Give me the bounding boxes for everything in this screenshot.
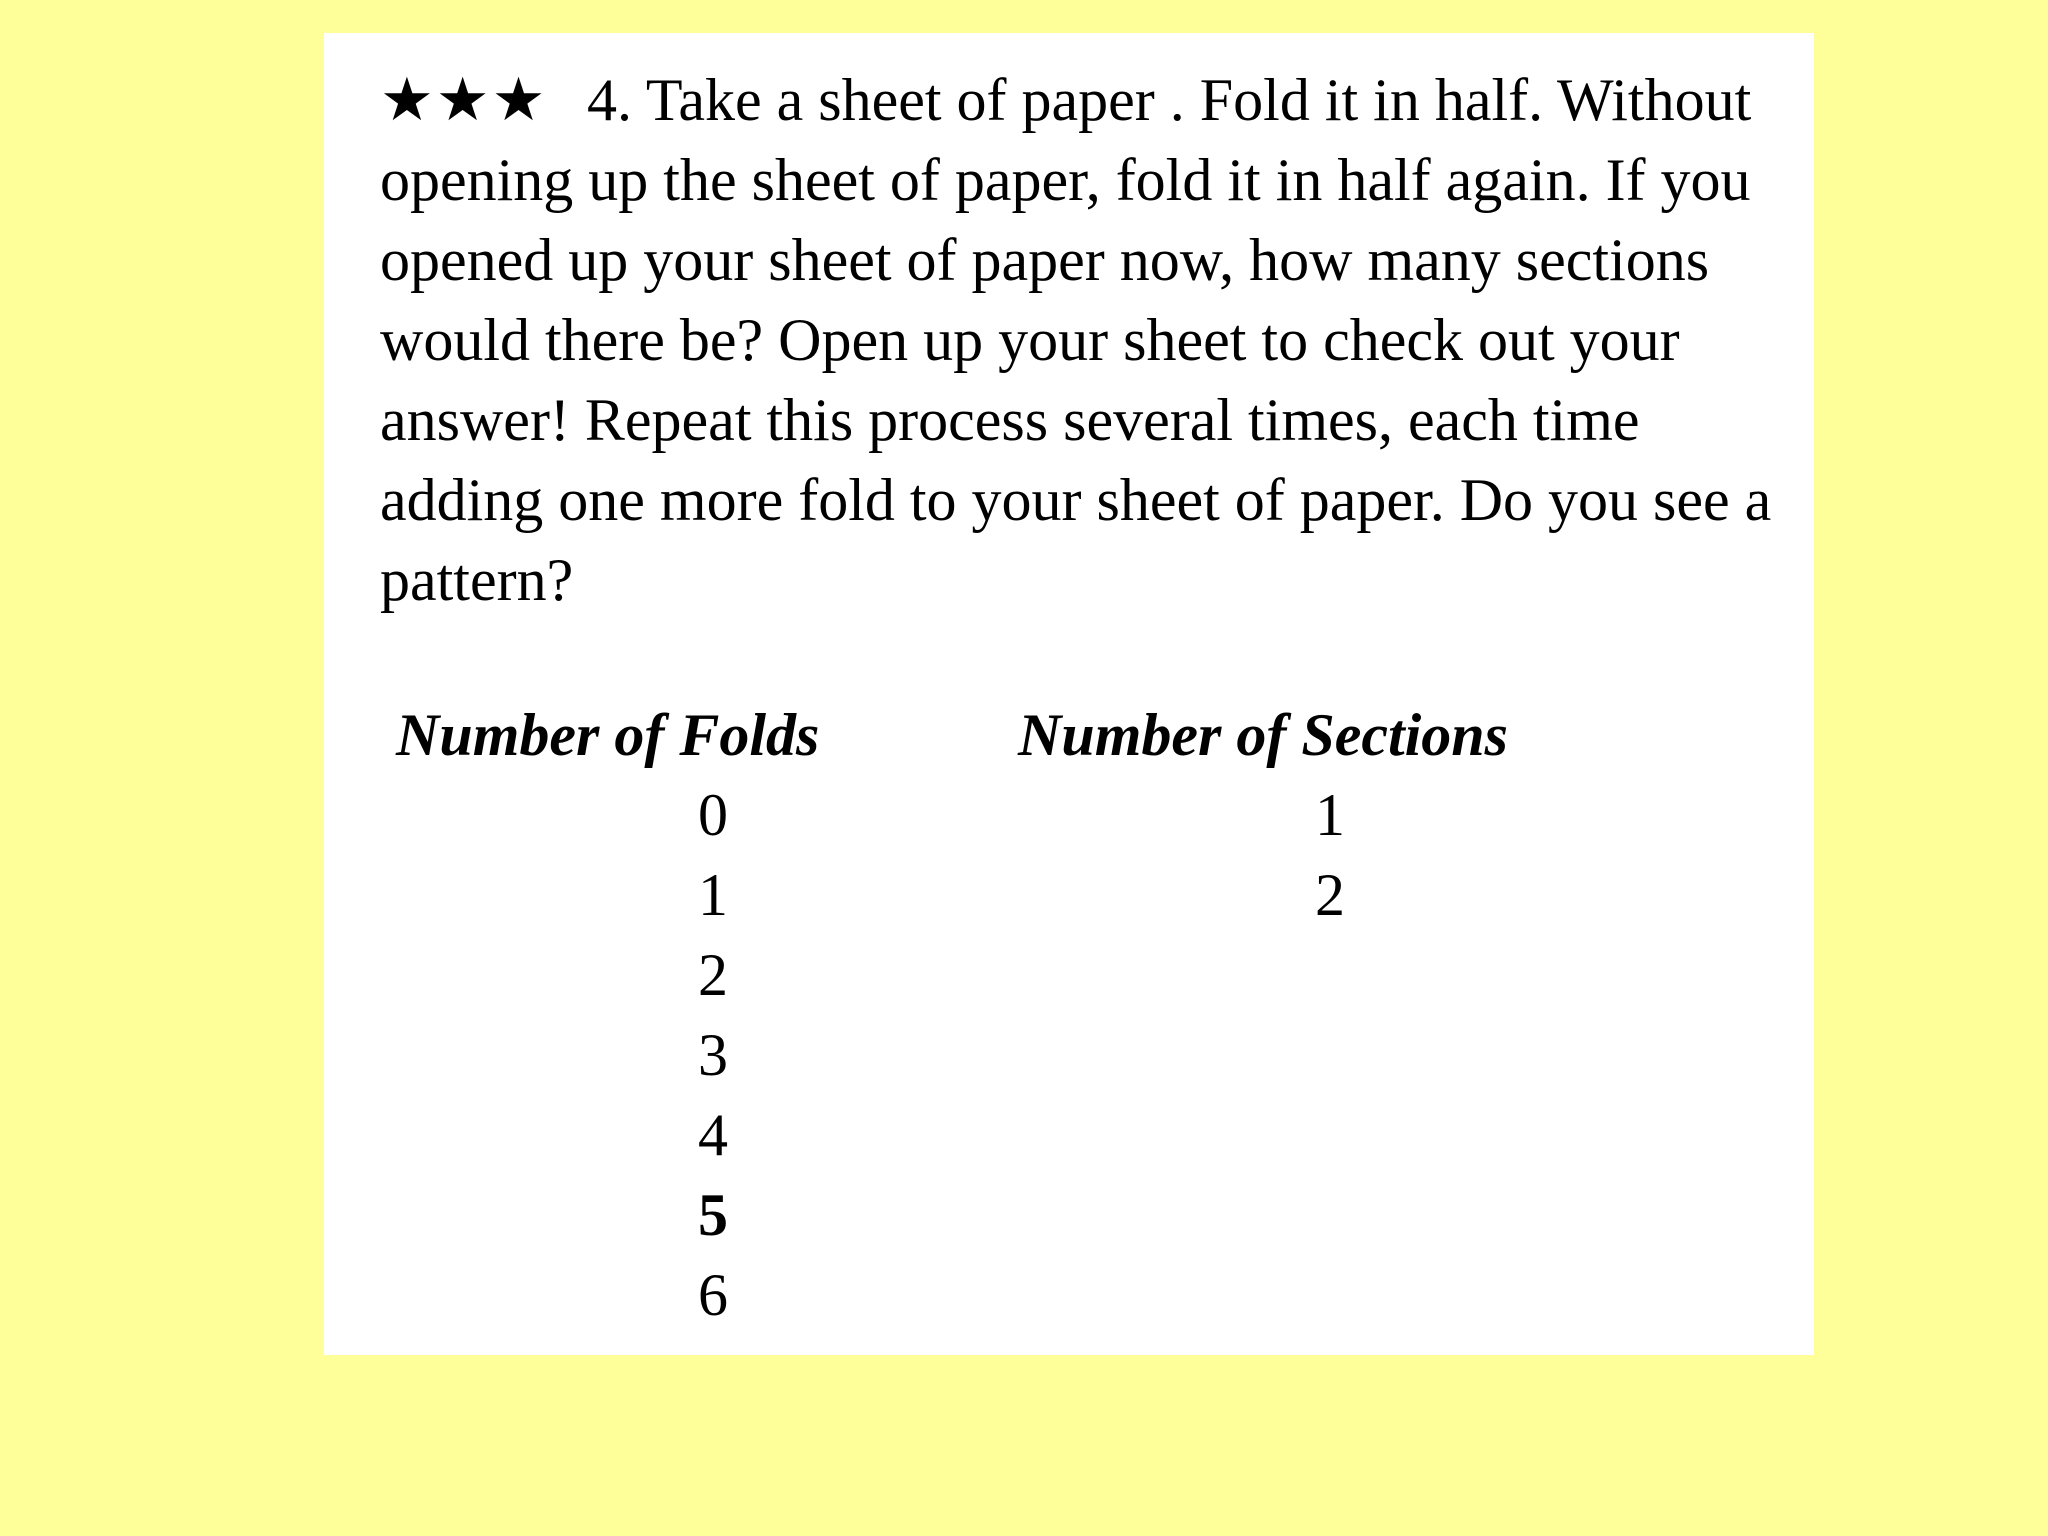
folds-cell: 2 <box>698 942 728 1008</box>
folds-cell: 0 <box>698 782 728 848</box>
sections-cell <box>1270 1015 1390 1095</box>
sections-cell <box>1270 935 1390 1015</box>
folds-cell: 6 <box>698 1262 728 1328</box>
header-number-of-sections: Number of Sections <box>1018 702 1509 768</box>
problem-statement <box>380 60 1800 620</box>
folds-column <box>653 775 773 1335</box>
sections-cell <box>1270 1255 1390 1335</box>
problem-card <box>324 33 1814 1355</box>
header-number-of-folds: Number of Folds <box>396 702 820 768</box>
sections-cell: 1 <box>1315 782 1345 848</box>
difficulty-stars: ★★★ <box>380 67 548 133</box>
sections-cell <box>1270 1175 1390 1255</box>
sections-cell: 2 <box>1315 862 1345 928</box>
folds-cell: 5 <box>698 1182 728 1248</box>
folds-cell: 4 <box>698 1102 728 1168</box>
sections-column <box>1270 775 1390 1335</box>
folds-cell: 1 <box>698 862 728 928</box>
folds-cell: 3 <box>698 1022 728 1088</box>
sections-cell <box>1270 1095 1390 1175</box>
problem-text: 4. Take a sheet of paper . Fold it in half. Without opening up the sheet of paper, fold it in half again. If you opened up your sheet of paper now, how many sections would there be? Open up your sheet to check out your answer! Repeat this process several times, each time adding one more fold to your sheet of paper. Do you see a pattern? <box>380 67 1772 613</box>
